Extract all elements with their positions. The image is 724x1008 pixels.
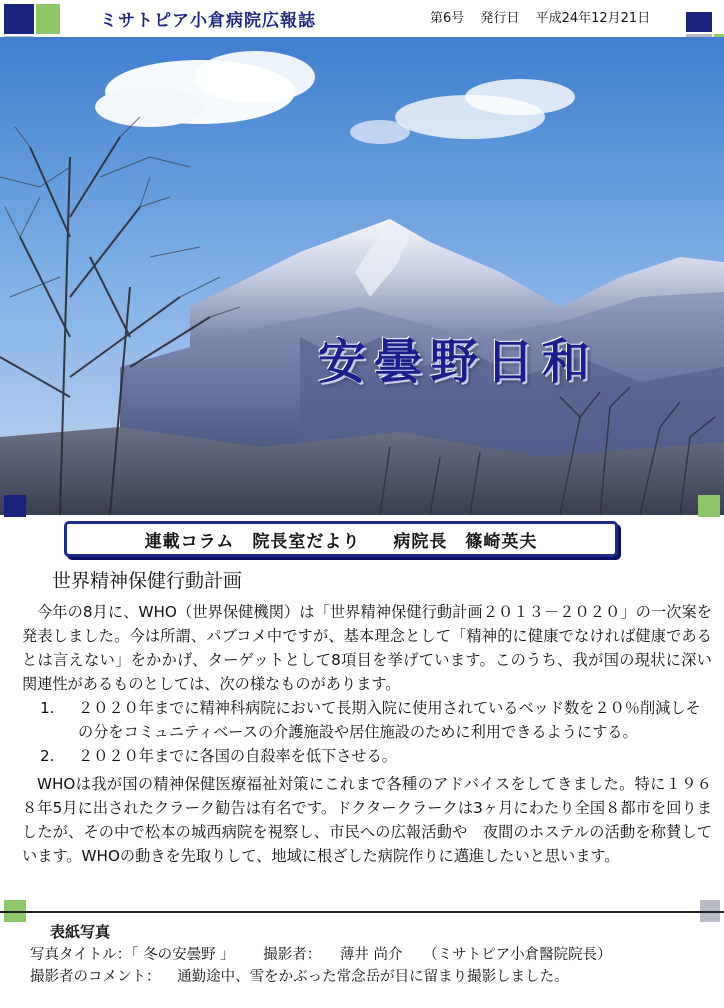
newsletter-title: ミサトピア小倉病院広報誌 (100, 11, 316, 31)
magazine-title: 安曇野日和 (318, 334, 599, 390)
comment-text: 通勤途中、雪をかぶった常念岳が目に留まり撮影しました。 (177, 969, 569, 985)
list-item-text: ２０２０年までに各国の自殺率を低下させる。 (78, 747, 397, 765)
column-author-role: 病院長 (393, 531, 448, 552)
issue-date: 平成24年12月21日 (535, 11, 651, 26)
issued-label: 発行日 (480, 11, 520, 26)
photographer-label: 撮影者： (263, 947, 322, 963)
article-heading: 世界精神保健行動計画 (52, 570, 243, 592)
target-list (22, 696, 712, 768)
list-item-number: 2. (40, 747, 55, 765)
corner-square-navy-bl (4, 495, 26, 517)
comment-label: 撮影者のコメント： (30, 969, 161, 985)
article-paragraph-1: 今年の8月に、WHO（世界保健機関）は「世界精神保健行動計画２０１３－２０２０」の一次案を発表しました。今は所謂、パブコメ中ですが、基本理念として「精神的に健康でなければ健康であるとは言えない」をかかげ、ターゲットとして8項目を挙げています。このうち、我が国の現状に深い関連性があるものとしては、次の様なものがあります。 (22, 603, 712, 693)
photographer-name: 薄井 尚介 (339, 947, 403, 963)
list-item (22, 744, 712, 768)
issue-number: 第6号 (430, 11, 465, 26)
corner-square-green-tl (36, 4, 60, 34)
column-author-name: 篠崎英夫 (465, 531, 538, 552)
article-paragraph-2: WHOは我が国の精神保健医療福祉対策にこれまで各種のアドバイスをしてきました。特に１９６８年5月に出されたクラーク勧告は有名です。ドクタークラークは3ヶ月にわたり全国８都市を回りましたが、その中で松本の城西病院を視察し、市民への広報活動や 夜間のホステルの活動を称賛しています。WHOの動きを先取りして、地域に根ざした病院作りに邁進したいと思います。 (22, 775, 712, 865)
mountain-landscape-illustration (0, 37, 724, 515)
list-item (22, 696, 712, 744)
column-header-box (64, 521, 618, 557)
article-body (22, 600, 712, 868)
corner-square-green-br (698, 495, 720, 517)
footer-divider (0, 911, 724, 913)
list-item-text: ２０２０年までに精神科病院において長期入院に使用されているベッド数を２０％削減しその分をコミュニティベースの介護施設や居住施設のために利用できるようにする。 (78, 699, 701, 741)
photographer-comment-line (30, 965, 569, 986)
list-item-number: 1. (40, 699, 55, 717)
cover-photo-heading: 表紙写真 (50, 923, 111, 941)
column-section: 院長室だより (252, 531, 361, 552)
corner-square-navy-tr (686, 12, 712, 32)
cover-photo-credit (30, 943, 612, 964)
photographer-affiliation: （ミサトピア小倉醫院院長） (423, 947, 612, 963)
photo-title: 写真タイトル：「 冬の安曇野 」 (30, 947, 235, 963)
issue-info (430, 7, 662, 26)
column-series: 連載コラム (144, 531, 235, 552)
corner-square-navy-tl (4, 4, 34, 34)
cover-photo (0, 37, 724, 515)
